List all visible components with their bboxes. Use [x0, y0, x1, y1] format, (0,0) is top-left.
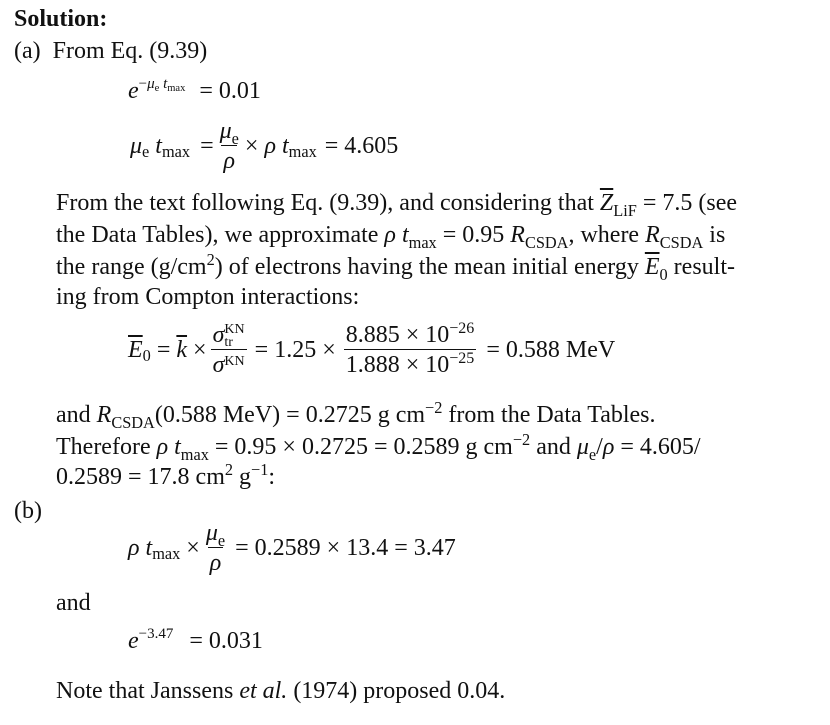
- eq3-numeric-fraction: $\frac{8.885 \times 10^{-26}}{1.888 \times 10^{-25}}$: [345, 320, 475, 379]
- eq5-result: = 0.031: [189, 628, 263, 654]
- eq1-e: e: [128, 78, 139, 104]
- paragraph-2-line-3: 0.2589 = 17.8 $cm^2$ $g^{-1}$:: [56, 460, 276, 490]
- eq3-cross-section-fraction: σ KN tr $\sigma^{KN}$: [212, 322, 245, 379]
- paragraph-1-line-2: the Data Tables), we approximate ρ $t_{max} = 0.95$ $R_{CSDA}$, where $R_{CSDA}$ is: [56, 222, 726, 252]
- part-a-intro: [14, 34, 207, 68]
- paragraph-1-line-3: the range $(g/cm^2)$ of electrons having the mean initial energy $\overline{E}_0$ result-: [56, 250, 735, 284]
- equation-1: [128, 75, 261, 105]
- part-b-label: (b): [14, 498, 42, 524]
- eq4-fraction: $\frac{\mu_e}{\rho}$: [205, 520, 226, 576]
- eq2-fraction: $\frac{\mu_e}{\rho}$: [219, 118, 239, 174]
- paragraph-2-line-1: and $R_{CSDA}(0.588$ MeV) = 0.2725 g $cm^{-2}$ from the Data Tables.: [56, 398, 656, 432]
- solution-heading: Solution:: [14, 6, 108, 32]
- eq2-result: = 4.605: [324, 133, 399, 159]
- paragraph-1-line-1: From the text following Eq. (9.39), and considering that $\overline{Z}_{LiF} = 7.5$ (see: [56, 190, 738, 220]
- and-text: and: [56, 590, 91, 616]
- part-a-intro-text: From Eq. (9.39): [52, 38, 208, 64]
- equation-2: μ $_e$ t $_{max}$ = $\frac{\mu_e}{\rho}$ × ρ t $_{max}$ = 4.605: [130, 118, 399, 174]
- paragraph-2-line-2: Therefore ρ $t_{max} = 0.95 \times 0.2725 = 0.2589$ g $cm^{-2}$ and $\mu_e/\rho = 4.605/$: [56, 430, 701, 464]
- eq1-result: = 0.01: [199, 78, 261, 104]
- part-a-label: (a): [14, 38, 41, 64]
- eq4-result: = 0.2589 × 13.4 = 3.47: [235, 535, 456, 561]
- paragraph-1-line-4: ing from Compton interactions:: [56, 284, 360, 310]
- equation-3: $\overline{E}$ $_0$ = $\overline{k}$ × σ KN tr $\sigma^{KN}$ = 1.25 × $\frac{8.885 \times 10^{-26}}{1.888 \times 10^{-25}}$ = 0.588 MeV: [128, 320, 616, 379]
- equation-5: $e^{-3.47} = 0.031$: [128, 625, 263, 654]
- eq3-result: = 0.588 MeV: [486, 337, 616, 364]
- eq1-exponent: −μe tmax: [138, 75, 186, 95]
- eq3-mid: = 1.25 ×: [254, 337, 336, 364]
- equation-4: ρ t $_{max}$ × $\frac{\mu_e}{\rho}$ = 0.2589 × 13.4 = 3.47: [128, 520, 456, 576]
- note-line: Note that Janssens et al. (1974) proposed 0.04.: [56, 678, 506, 704]
